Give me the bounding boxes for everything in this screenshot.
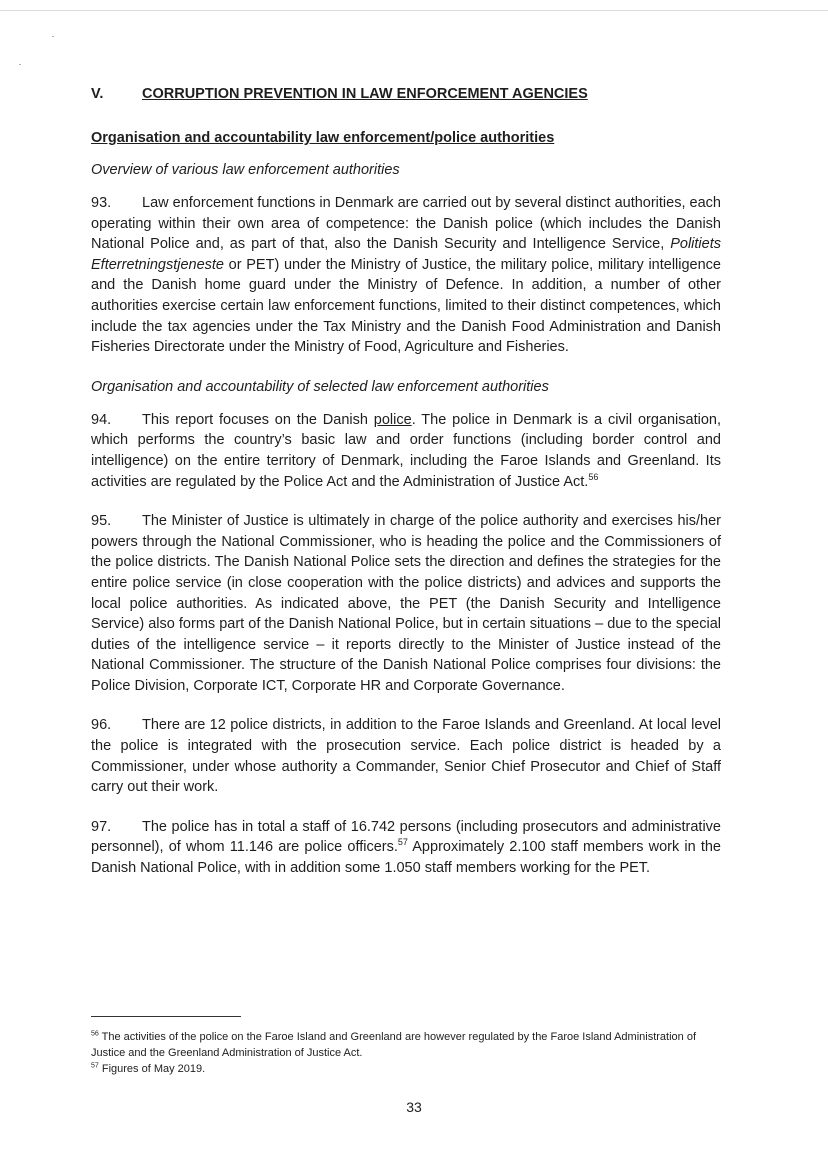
page-top-edge [0, 10, 828, 11]
section-heading: Organisation and accountability law enforcement/police authorities [91, 130, 555, 146]
footnote-57 [91, 1061, 721, 1077]
footnote-text: Figures of May 2019. [98, 1063, 206, 1075]
footnote-reference[interactable]: 57 [397, 837, 408, 848]
chapter-number: V. [91, 86, 104, 102]
paragraph-96 [91, 715, 721, 797]
paragraph-number: 95. [91, 513, 112, 530]
footnotes [91, 1029, 721, 1077]
footnote-marker: 57 [91, 1062, 99, 1070]
footnote-separator [91, 1016, 241, 1017]
chapter-heading [91, 84, 721, 104]
paragraph-number: 93. [91, 195, 112, 211]
paragraph-93 [91, 193, 721, 358]
footnote-text: The activities of the police on the Faroe Island and Greenland are however regulated by the Faroe Island Administration of Justice and the Greenland Administration of Justice Act. [91, 1031, 697, 1059]
paragraph-number: 97. [91, 818, 112, 835]
footnote-56 [91, 1029, 721, 1061]
chapter-title: CORRUPTION PREVENTION IN LAW ENFORCEMENT AGENCIES [142, 86, 588, 102]
italic-term: Politiets Efterretningstjeneste [91, 236, 721, 273]
paragraph-number: 96. [91, 717, 112, 734]
paragraph-text: Approximately 2.100 staff members work in the Danish National Police, with in addition some 1.050 staff members working for the PET. [91, 839, 721, 877]
paragraph-text: There are 12 police districts, in addition to the Faroe Islands and Greenland. At local level the police is integrated with the prosecution service. Each police district is headed by a Commissioner, under whose authority a Commander, Senior Chief Prosecutor and Chief of Staff carry out their work. [91, 717, 721, 796]
paragraph-text: The Minister of Justice is ultimately in charge of the police authority and exercises his/her powers through the National Commissioner, who is heading the police and the Commissioners of the police districts. The Danish National Police sets the direction and defines the strategies for the entire police service (in close cooperation with the police districts) and advices and supports the local police authorities. As indicated above, the PET (the Danish Security and Intelligence Service) also forms part of the Danish National Police, but in certain situations – due to the special duties of the intelligence service – it reports directly to the Minister of Justice instead of the National Commissioner. The structure of the Danish National Police comprises four divisions: the Police Division, Corporate ICT, Corporate HR and Corporate Governance. [91, 513, 721, 694]
paragraph-94 [91, 410, 721, 492]
document-body [91, 84, 721, 898]
paragraph-text: This report focuses on the Danish [142, 411, 374, 428]
page-number: 33 [406, 1099, 422, 1115]
scan-speck [52, 36, 54, 37]
paragraph-95 [91, 511, 721, 696]
paragraph-text: The police has in total a staff of 16.742 persons (including prosecutors and administrative personnel), of whom 11.146 are police officers. [91, 818, 721, 856]
subheading-overview: Overview of various law enforcement authorities [91, 162, 400, 178]
subheading-organisation: Organisation and accountability of selected law enforcement authorities [91, 378, 549, 395]
paragraph-text: Law enforcement functions in Denmark are carried out by several distinct authorities, each operating within their own area of competence: the Danish police (which includes the Danish National Police and, as part of that, also the Danish Security and Intelligence Service, [91, 195, 721, 253]
paragraph-text: or PET) under the Ministry of Justice, the military police, military intelligence and the Danish home guard under the Ministry of Defence. In addition, a number of other authorities exercise certain law enforcement functions, limited to their distinct competences, which include the tax agencies under the Tax Ministry and the Danish Food Administration and Danish Fisheries Directorate under the Ministry of Food, Agriculture and Fisheries. [91, 256, 721, 356]
paragraph-number: 94. [91, 411, 112, 428]
paragraph-97 [91, 817, 721, 879]
underlined-term: police [373, 411, 412, 428]
paragraph-text: . The police in Denmark is a civil organisation, which performs the country’s basic law and order functions (including border control and intelligence) on the entire territory of Denmark, including the Faroe Islands and Greenland. Its activities are regulated by the Police Act and the Administration of Justice Act. [91, 411, 721, 490]
scan-speck [19, 64, 21, 65]
footnote-marker: 56 [91, 1030, 99, 1038]
footnote-reference[interactable]: 56 [588, 471, 599, 482]
